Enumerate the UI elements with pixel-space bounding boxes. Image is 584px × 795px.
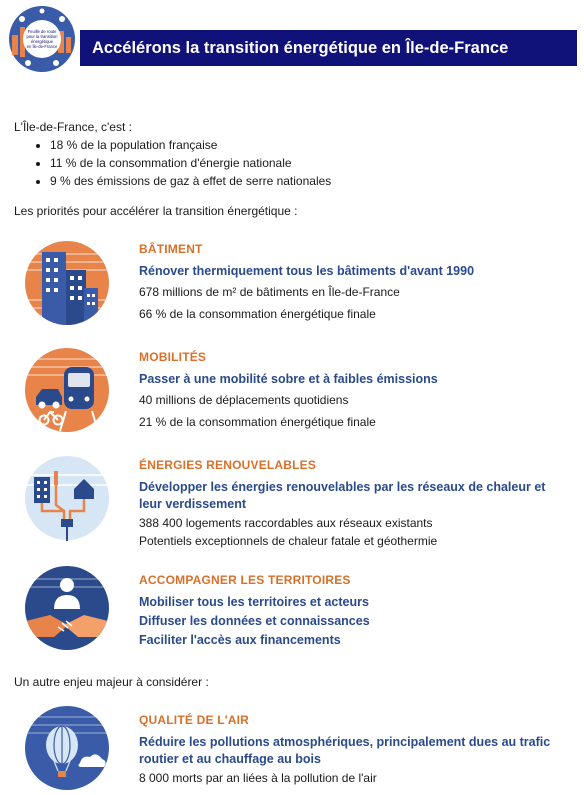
intro-bullet: • 9 % des émissions de gaz à effet de serre nationales xyxy=(50,174,331,188)
handshake-icon xyxy=(24,565,110,651)
intro-bullet-list xyxy=(14,138,331,188)
intro-lead: L'Île-de-France, c'est : xyxy=(14,120,132,134)
section-subtitle: Rénover thermiquement tous les bâtiments d'avant 1990 xyxy=(139,264,475,278)
intro-bullet: • 18 % de la population française xyxy=(50,138,331,152)
section-fact: 8 000 morts par an liées à la pollution de l'air xyxy=(139,771,377,785)
section-fact: 40 millions de déplacements quotidiens xyxy=(139,393,349,407)
section-qualite-air xyxy=(139,713,569,793)
building-icon xyxy=(24,240,110,326)
section-category: ÉNERGIES RENOUVELABLES xyxy=(139,458,317,472)
section-subtitle: Diffuser les données et connaissances xyxy=(139,614,370,628)
section-category: BÂTIMENT xyxy=(139,242,203,256)
section-category: MOBILITÉS xyxy=(139,350,207,364)
logo-text-line1: Feuille de route xyxy=(27,29,57,34)
section-subtitle: Développer les énergies renouvelables par les réseaux de chaleur et leur verdissement xyxy=(139,480,546,511)
section-fact: 678 millions de m² de bâtiments en Île-de-France xyxy=(139,285,400,299)
section-subtitle: Réduire les pollutions atmosphériques, principalement dues au trafic routier et au chauffage au bois xyxy=(139,735,551,766)
section-fact: Potentiels exceptionnels de chaleur fatale et géothermie xyxy=(139,534,438,548)
section-subtitle: Passer à une mobilité sobre et à faibles émissions xyxy=(139,372,438,386)
priorities-label: Les priorités pour accélérer la transition énergétique : xyxy=(14,204,298,218)
intro-block xyxy=(14,120,331,192)
section-energies-renouvelables xyxy=(139,458,569,556)
section-fact: 21 % de la consommation énergétique finale xyxy=(139,415,376,429)
transport-icon xyxy=(24,347,110,433)
other-issue-label: Un autre enjeu majeur à considérer : xyxy=(14,675,209,689)
section-subtitle: Faciliter l'accès aux financements xyxy=(139,633,341,647)
logo-text-line3: énergétique xyxy=(30,39,54,44)
section-fact: 66 % de la consommation énergétique finale xyxy=(139,307,376,321)
page-title: Accélérons la transition énergétique en Île-de-France xyxy=(80,30,577,66)
heat-network-icon xyxy=(24,455,110,541)
section-category: QUALITÉ DE L'AIR xyxy=(139,713,250,727)
intro-bullet: • 11 % de la consommation d'énergie nationale xyxy=(50,156,331,170)
section-mobilites xyxy=(139,350,569,437)
section-category: ACCOMPAGNER LES TERRITOIRES xyxy=(139,573,351,587)
section-fact: 388 400 logements raccordables aux réseaux existants xyxy=(139,516,433,530)
section-subtitle: Mobiliser tous les territoires et acteurs xyxy=(139,595,369,609)
logo-text-line4: en Île-de-France xyxy=(26,44,58,49)
section-batiment xyxy=(139,242,569,329)
balloon-icon xyxy=(24,705,110,791)
logo-text-line2: pour la transition xyxy=(26,34,58,39)
section-territoires xyxy=(139,573,569,654)
logo-roadmap-icon xyxy=(8,5,76,73)
